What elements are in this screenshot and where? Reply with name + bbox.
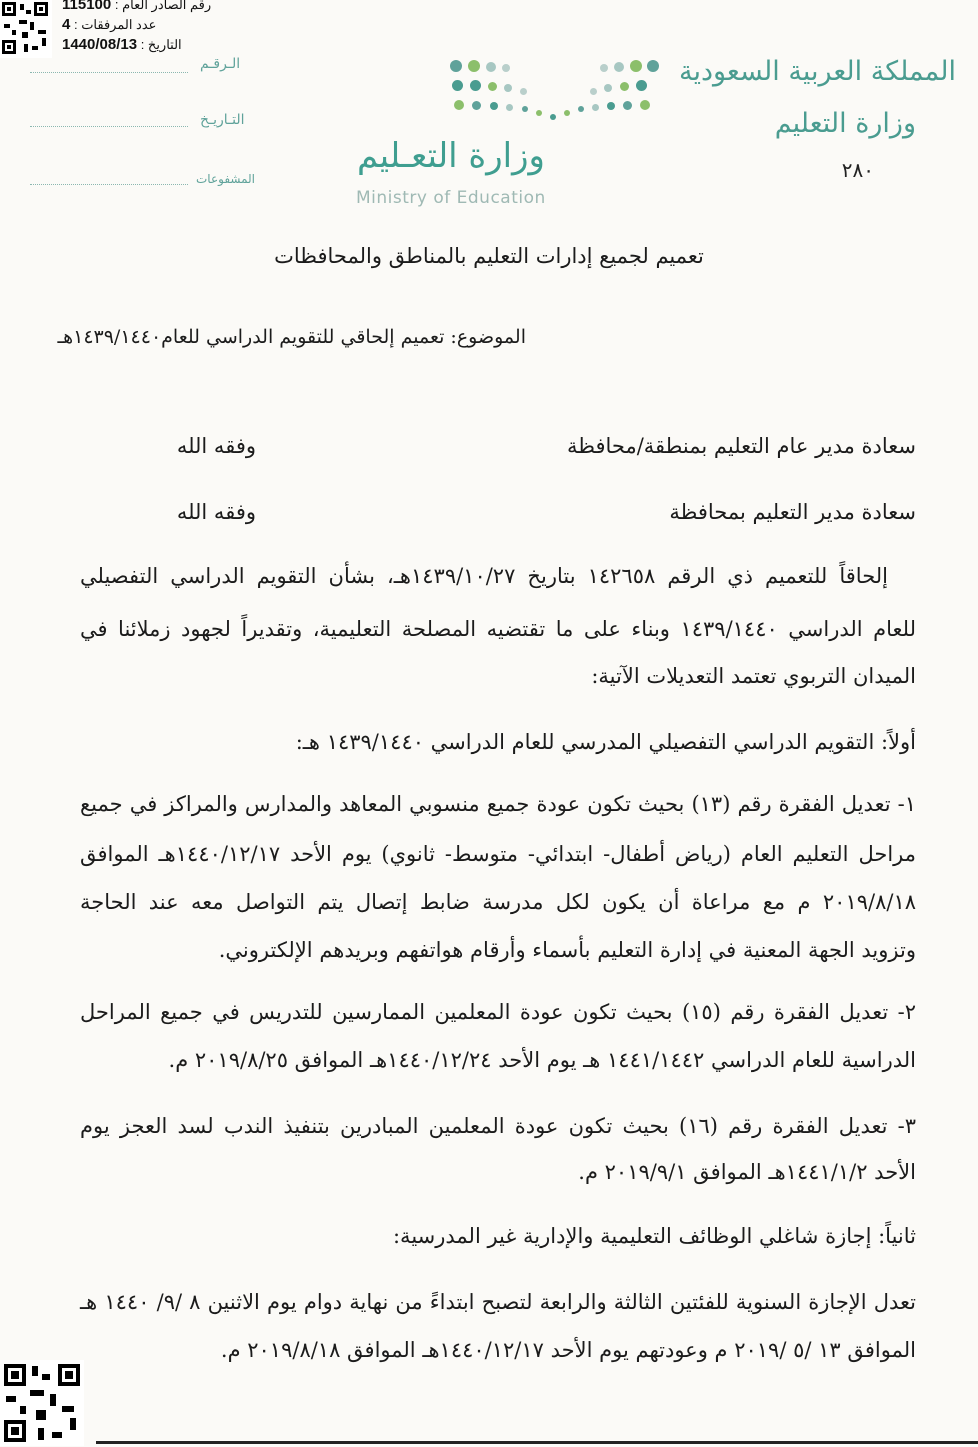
logo-dots-mark (450, 56, 660, 126)
logo-dot (486, 62, 496, 72)
item-2-line-2: الدراسية للعام الدراسي ١٤٤١/١٤٤٢ هـ يوم الأحد ١٤٤٠/١٢/٢٤هـ الموافق ٢٠١٩/٨/٢٥ م. (168, 1048, 916, 1072)
circular-heading: تعميم لجميع إدارات التعليم بالمناطق والمحافظات (274, 244, 704, 268)
qr-code-bottom (0, 1360, 84, 1446)
stamp-outgoing-value: 115100 (62, 0, 112, 13)
country-name: المملكة العربية السعودية (678, 56, 956, 87)
logo-dot (490, 102, 498, 110)
number-field-label: الـرقـم (200, 56, 241, 72)
stamp-attachments-value: 4 (62, 16, 71, 33)
logo-dot (522, 106, 528, 112)
logo-dot (600, 64, 608, 72)
item-1-line-3: ٢٠١٩/٨/١٨ م مع مراعاة أن يكون لكل مدرسة ضابط إتصال يتم التواصل معه عند الحاجة (80, 890, 916, 914)
item-1-line-1: ١- تعديل الفقرة رقم (١٣) بحيث تكون عودة جميع منسوبي المعاهد والمدارس والمراكز في جميع (80, 792, 916, 816)
qr-code-top (0, 0, 52, 58)
section-1-title: أولاً: التقويم الدراسي التفصيلي المدرسي للعام الدراسي ١٤٣٩/١٤٤٠ هـ: (295, 730, 916, 754)
logo-dot (520, 88, 527, 95)
addressee-2-blessing: وفقه الله (176, 500, 256, 524)
attachments-field-label: المشفوعات (196, 172, 256, 186)
bottom-border (96, 1441, 978, 1444)
item-3-line-1: ٣- تعديل الفقرة رقم (١٦) بحيث تكون عودة المعلمين المبادرين بتنفيذ الندب لسد العجز يوم (80, 1114, 916, 1138)
logo-dot (536, 110, 542, 116)
item-2-line-1: ٢- تعديل الفقرة رقم (١٥) بحيث تكون عودة المعلمين الممارسين للتدريس في جميع المراحل (80, 1000, 916, 1024)
number-field-line (30, 72, 188, 73)
stamp-attachments-label: عدد المرفقات : (73, 17, 157, 32)
logo-dot (592, 104, 599, 111)
stamp-date-value: 1440/08/13 (62, 36, 138, 53)
stamp-attachments-row (62, 16, 156, 33)
logo-dot (488, 82, 497, 91)
logo-dot (506, 104, 513, 111)
ministry-name: وزارة التعليم (774, 108, 916, 139)
section-2-title: ثانياً: إجازة شاغلي الوظائف التعليمية والإدارية غير المدرسية: (392, 1224, 916, 1248)
logo-dot (623, 101, 632, 110)
logo-dot (450, 60, 462, 72)
intro-line-2: للعام الدراسي ١٤٣٩/١٤٤٠ وبناء على ما تقتضيه المصلحة التعليمية، وتقديراً لجهود زملائنا في (80, 617, 916, 641)
item-1-line-4: وتزويد الجهة المعنية في إدارة التعليم بأسماء وأرقام هواتفهم وبريدهم الإلكتروني. (218, 938, 916, 962)
date-field-line (30, 126, 188, 127)
logo-dot (502, 64, 510, 72)
addressee-1-blessing: وفقه الله (176, 434, 256, 458)
reference-number: ٢٨٠ (841, 158, 874, 182)
attachments-field-line (30, 184, 188, 185)
stamp-outgoing-row (62, 0, 211, 13)
logo-dot (647, 60, 659, 72)
logo-dot (454, 100, 464, 110)
logo-dot (468, 60, 480, 72)
date-field-label: التـاريـخ (200, 112, 245, 128)
section-2-line-2: الموافق ١٣ /٥ /٢٠١٩ م وعودتهم يوم الأحد ١٤٤٠/١٢/١٧هـ الموافق ٢٠١٩/٨/١٨ م. (220, 1338, 916, 1362)
intro-line-3: الميدان التربوي تعتمد التعديلات الآتية: (591, 664, 916, 688)
logo-dot (452, 80, 463, 91)
logo-dot (620, 82, 629, 91)
logo-dot (590, 88, 597, 95)
ministry-logo (340, 50, 670, 210)
logo-dot (614, 62, 624, 72)
logo-dot (504, 84, 512, 92)
stamp-date-row (62, 36, 182, 53)
stamp-date-label: التاريخ : (140, 37, 182, 52)
logo-dot (640, 100, 650, 110)
logo-english-text: Ministry of Education (356, 188, 546, 208)
logo-dot (578, 106, 584, 112)
section-2-line-1: تعدل الإجازة السنوية للفئتين الثالثة والرابعة لتصبح ابتداءً من نهاية دوام يوم الاثنين ٨ /٩/ ١٤٤٠ هـ (80, 1290, 916, 1314)
logo-dot (604, 84, 612, 92)
logo-dot (550, 114, 556, 120)
stamp-outgoing-label: رقم الصادر العام : (114, 0, 212, 12)
subject-line: الموضوع: تعميم إلحاقي للتقويم الدراسي للعام١٤٣٩/١٤٤٠هـ (57, 326, 526, 348)
intro-line-1: إلحاقاً للتعميم ذي الرقم ١٤٢٦٥٨ بتاريخ ١٤٣٩/١٠/٢٧هـ، بشأن التقويم الدراسي التفصيلي (80, 564, 888, 588)
item-1-line-2: مراحل التعليم العام (رياض أطفال- ابتدائي- متوسط- ثانوي) يوم الأحد ١٤٤٠/١٢/١٧هـ الموافق (80, 842, 916, 866)
logo-dot (636, 80, 647, 91)
logo-dot (630, 60, 642, 72)
logo-dot (470, 80, 481, 91)
addressee-1: سعادة مدير عام التعليم بمنطقة/محافظة (566, 434, 916, 458)
logo-arabic-text: وزارة التعـليم (357, 136, 545, 176)
logo-dot (607, 102, 615, 110)
item-3-line-2: الأحد ١٤٤١/١/٢هـ الموافق ٢٠١٩/٩/١ م. (578, 1160, 916, 1184)
logo-dot (472, 101, 481, 110)
addressee-2: سعادة مدير التعليم بمحافظة (669, 500, 916, 524)
logo-dot (564, 110, 570, 116)
